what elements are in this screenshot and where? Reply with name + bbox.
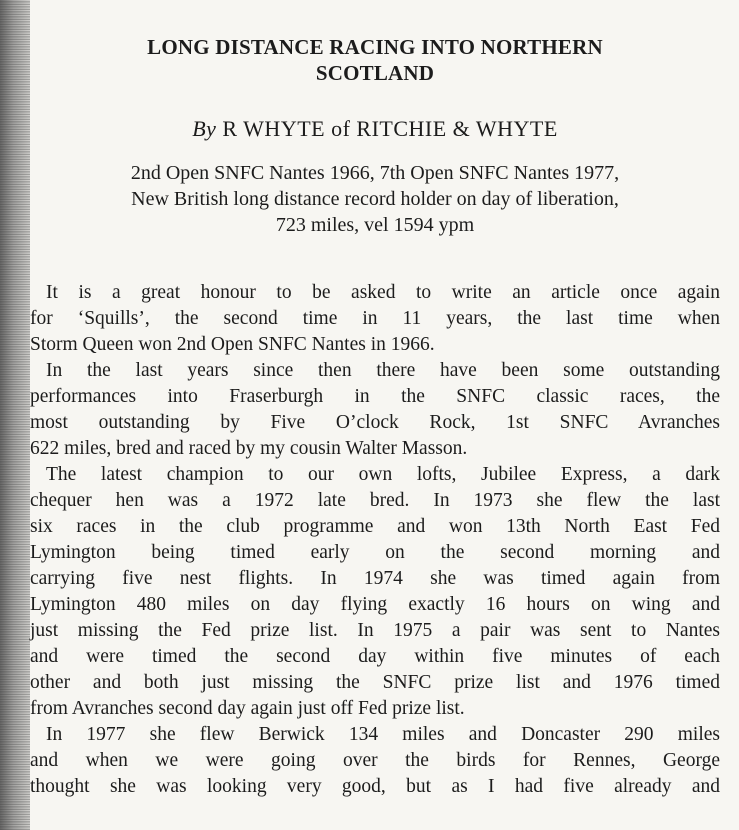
body-line: from Avranches second day again just off Fed prize list.: [30, 698, 465, 719]
body-line: Storm Queen won 2nd Open SNFC Nantes in 1966.: [30, 334, 435, 355]
byline-prefix: By: [192, 116, 217, 141]
credits-line: New British long distance record holder on day of liberation,: [131, 188, 619, 210]
body-line: Lymington being timed early on the second morning and: [30, 542, 720, 563]
body-line: chequer hen was a 1972 late bred. In 1973 she flew the last: [30, 490, 720, 511]
article-body: [30, 280, 720, 800]
body-line: carrying five nest flights. In 1974 she was timed again from: [30, 568, 720, 589]
credits-line: 2nd Open SNFC Nantes 1966, 7th Open SNFC Nantes 1977,: [130, 162, 620, 184]
scan-shadow-edge: [0, 0, 30, 830]
body-line: performances into Fraserburgh in the SNFC classic races, the: [30, 386, 720, 407]
body-line: thought she was looking very good, but as I had five already and: [30, 776, 720, 797]
body-line: In the last years since then there have been some outstanding: [46, 360, 720, 381]
body-line: The latest champion to our own lofts, Jubilee Express, a dark: [46, 464, 720, 485]
body-line: six races in the club programme and won 13th North East Fed: [30, 516, 720, 537]
article-title: [30, 34, 720, 86]
author-credits: [30, 160, 720, 238]
credits-line: 723 miles, vel 1594 ypm: [275, 214, 475, 236]
body-line: In 1977 she flew Berwick 134 miles and Doncaster 290 miles: [46, 724, 720, 745]
body-line: for ‘Squills’, the second time in 11 years, the last time when: [30, 308, 720, 329]
byline-author: R WHYTE of RITCHIE & WHYTE: [222, 116, 558, 141]
body-line: and were timed the second day within five minutes of each: [30, 646, 720, 667]
body-line: most outstanding by Five O’clock Rock, 1st SNFC Avranches: [30, 412, 720, 433]
title-line: LONG DISTANCE RACING INTO NORTHERN: [147, 35, 603, 59]
body-line: It is a great honour to be asked to write an article once again: [46, 282, 720, 303]
title-line: SCOTLAND: [315, 61, 435, 85]
body-line: just missing the Fed prize list. In 1975 a pair was sent to Nantes: [30, 620, 720, 641]
body-line: Lymington 480 miles on day flying exactly 16 hours on wing and: [30, 594, 720, 615]
body-line: and when we were going over the birds for Rennes, George: [30, 750, 720, 771]
article-page: [30, 0, 720, 830]
body-line: other and both just missing the SNFC prize list and 1976 timed: [30, 672, 720, 693]
byline: [30, 116, 720, 142]
body-line: 622 miles, bred and raced by my cousin Walter Masson.: [30, 438, 468, 459]
